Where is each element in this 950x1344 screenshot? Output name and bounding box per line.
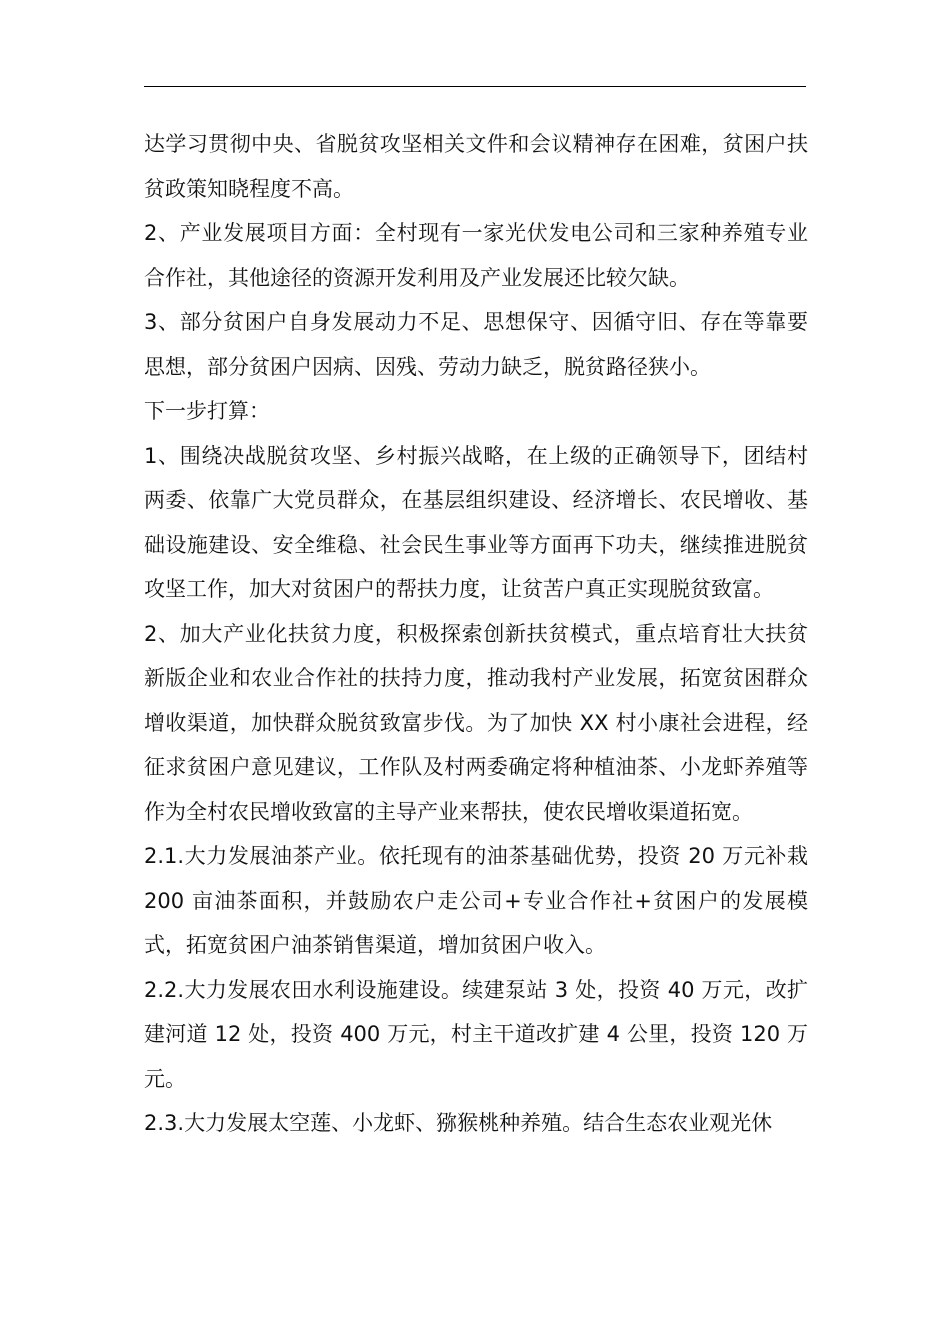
paragraph-step-1: 1、围绕决战脱贫攻坚、乡村振兴战略，在上级的正确领导下，团结村两委、依靠广大党员群众，在基层组织建设、经济增长、农民增收、基础设施建设、安全维稳、社会民生事业等方面再下功夫，继续推进脱贫攻坚工作，加大对贫困户的帮扶力度，让贫苦户真正实现脱贫致富。 — [144, 443, 808, 601]
document-body — [144, 122, 808, 1146]
paragraph-step-2-2: 2.2.大力发展农田水利设施建设。续建泵站 3 处，投资 40 万元，改扩建河道 12 处，投资 400 万元，村主干道改扩建 4 公里，投资 120 万元。 — [144, 977, 808, 1091]
paragraph-step-2-1: 2.1.大力发展油茶产业。依托现有的油茶基础优势，投资 20 万元补栽 200 亩油茶面积，并鼓励农户走公司+专业合作社+贫困户的发展模式，拓宽贫困户油茶销售渠道，增加贫困户收入。 — [144, 844, 808, 957]
paragraph-poor-households: 3、部分贫困户自身发展动力不足、思想保守、因循守旧、存在等靠要思想，部分贫困户因病、因残、劳动力缺乏，脱贫路径狭小。 — [144, 310, 808, 379]
paragraph-industry-projects: 2、产业发展项目方面：全村现有一家光伏发电公司和三家种养殖专业合作社，其他途径的资源开发利用及产业发展还比较欠缺。 — [144, 221, 808, 290]
section-heading-next-steps: 下一步打算： — [144, 399, 270, 423]
paragraph-step-2-3: 2.3.大力发展太空莲、小龙虾、猕猴桃种养殖。结合生态农业观光休 — [144, 1111, 773, 1135]
header-rule — [144, 86, 806, 87]
paragraph-continuation: 达学习贯彻中央、省脱贫攻坚相关文件和会议精神存在困难，贫困户扶贫政策知晓程度不高。 — [144, 132, 808, 201]
paragraph-step-2: 2、加大产业化扶贫力度，积极探索创新扶贫模式，重点培育壮大扶贫新版企业和农业合作社的扶持力度，推动我村产业发展，拓宽贫困群众增收渠道，加快群众脱贫致富步伐。为了加快 XX 村小康社会进程，经征求贫困户意见建议，工作队及村两委确定将种植油茶、小龙虾养殖等作为全村农民增收致富的主导产业来帮扶，使农民增收渠道拓宽。 — [144, 621, 808, 824]
